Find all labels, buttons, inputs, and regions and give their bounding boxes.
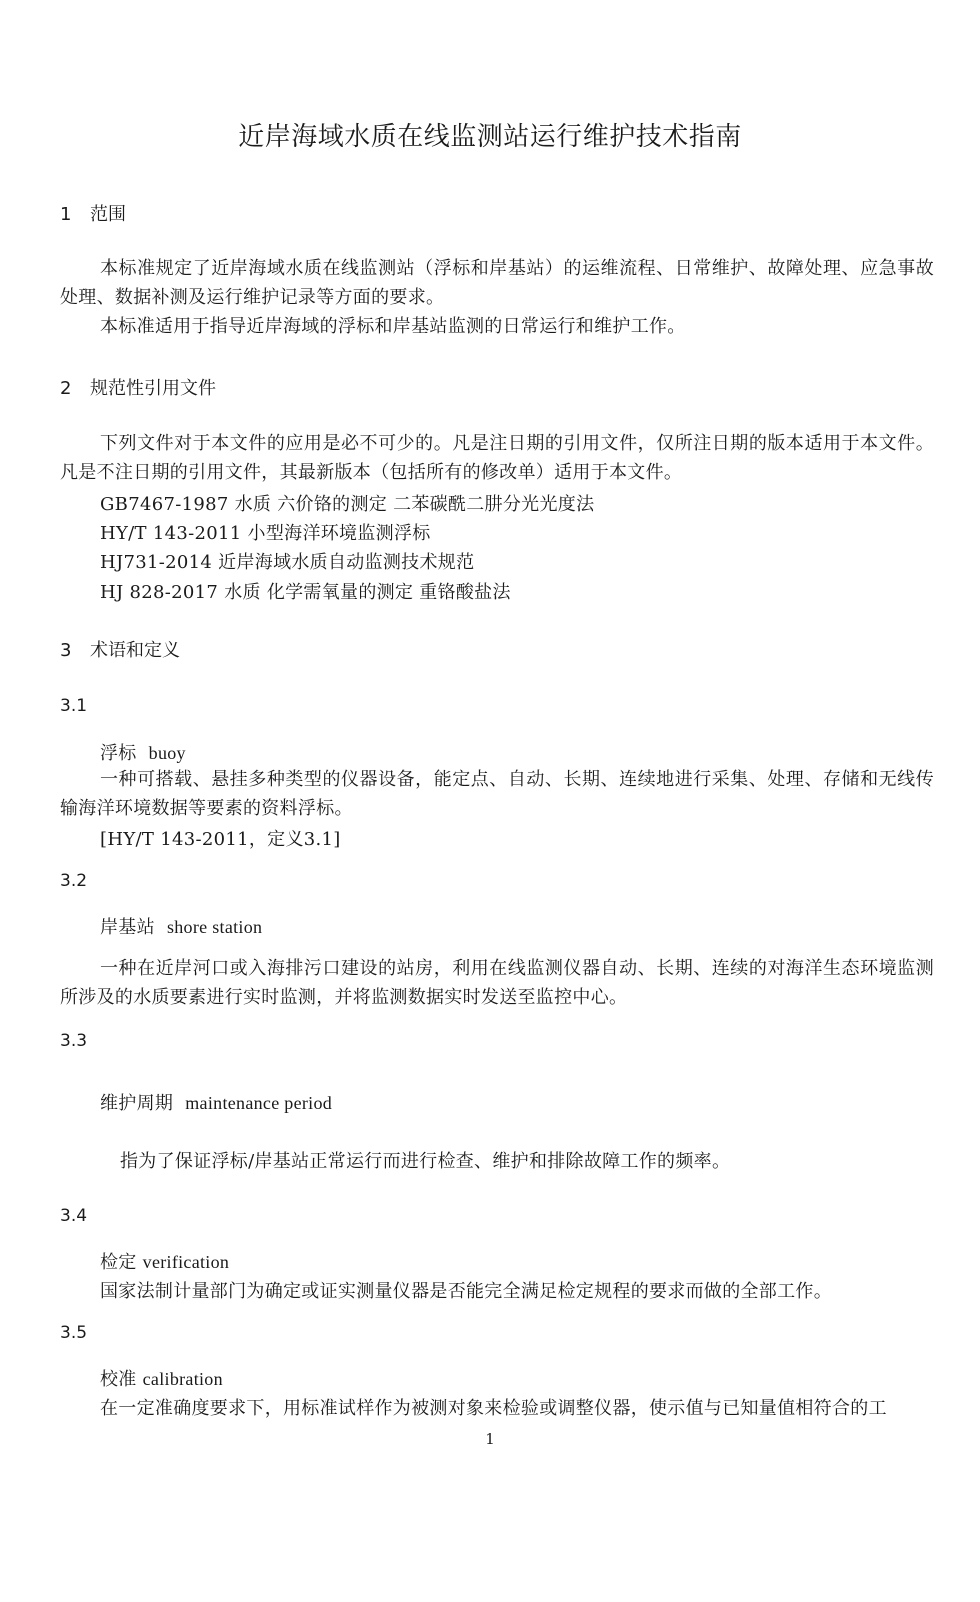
section-1-paragraph-1: 本标准规定了近岸海域水质在线监测站（浮标和岸基站）的运维流程、日常维护、故障处理、应急事故处理、数据补测及运行维护记录等方面的要求。: [60, 258, 934, 308]
term-3-5-zh: 校准: [100, 1369, 137, 1390]
term-3-3-name: [100, 1089, 332, 1115]
page-number: 1: [485, 1430, 495, 1448]
section-3-number: 3: [60, 640, 72, 661]
term-3-3-definition: 指为了保证浮标/岸基站正常运行而进行检查、维护和排除故障工作的频率。: [120, 1151, 731, 1172]
term-3-2-name: [100, 913, 262, 939]
section-2-paragraph-1: 下列文件对于本文件的应用是必不可少的。凡是注日期的引用文件，仅所注日期的版本适用于本文件。凡是不注日期的引用文件，其最新版本（包括所有的修改单）适用于本文件。: [60, 433, 934, 483]
term-3-1-number: 3.1: [60, 696, 88, 716]
term-3-1-en: buoy: [148, 743, 186, 763]
term-3-5-definition: 在一定准确度要求下，用标准试样作为被测对象来检验或调整仪器，使示值与已知量值相符合的工: [100, 1398, 887, 1419]
term-3-2-number: 3.2: [60, 871, 88, 891]
section-1-number: 1: [60, 204, 72, 225]
term-3-1-source: [HY/T 143-2011，定义3.1]: [100, 829, 341, 850]
term-3-3-number: 3.3: [60, 1031, 88, 1051]
normative-reference: HJ731-2014 近岸海域水质自动监测技术规范: [100, 552, 475, 573]
term-3-4-zh: 检定: [100, 1252, 137, 1273]
section-2-title: 规范性引用文件: [90, 378, 216, 399]
term-3-2-en: shore station: [166, 917, 263, 937]
section-1-title: 范围: [90, 204, 126, 225]
term-3-5-name: [100, 1365, 223, 1391]
normative-reference: HY/T 143-2011 小型海洋环境监测浮标: [100, 523, 431, 544]
term-3-5-en: calibration: [142, 1369, 223, 1389]
section-1-heading: [60, 200, 126, 226]
document-title: 近岸海域水质在线监测站运行维护技术指南: [238, 122, 742, 152]
section-2-heading: [60, 374, 216, 400]
section-3-title: 术语和定义: [90, 640, 180, 661]
section-2-number: 2: [60, 378, 72, 399]
term-3-2-zh: 岸基站: [100, 917, 155, 938]
term-3-4-number: 3.4: [60, 1206, 88, 1226]
normative-reference: GB7467-1987 水质 六价铬的测定 二苯碳酰二肼分光光度法: [100, 494, 595, 515]
term-3-3-zh: 维护周期: [100, 1093, 174, 1114]
term-3-5-number: 3.5: [60, 1323, 88, 1343]
term-3-4-en: verification: [142, 1252, 230, 1272]
section-1-paragraph-2: 本标准适用于指导近岸海域的浮标和岸基站监测的日常运行和维护工作。: [100, 316, 686, 337]
term-3-4-name: [100, 1248, 229, 1274]
term-3-2-definition: 一种在近岸河口或入海排污口建设的站房，利用在线监测仪器自动、长期、连续的对海洋生态环境监测所涉及的水质要素进行实时监测，并将监测数据实时发送至监控中心。: [60, 958, 934, 1008]
term-3-1-definition: 一种可搭载、悬挂多种类型的仪器设备，能定点、自动、长期、连续地进行采集、处理、存储和无线传输海洋环境数据等要素的资料浮标。: [60, 769, 934, 819]
term-3-1-name: [100, 739, 186, 765]
term-3-1-zh: 浮标: [100, 743, 137, 764]
section-3-heading: [60, 636, 180, 662]
term-3-3-en: maintenance period: [185, 1093, 333, 1113]
term-3-4-definition: 国家法制计量部门为确定或证实测量仪器是否能完全满足检定规程的要求而做的全部工作。: [100, 1281, 832, 1302]
normative-reference: HJ 828-2017 水质 化学需氧量的测定 重铬酸盐法: [100, 582, 511, 603]
